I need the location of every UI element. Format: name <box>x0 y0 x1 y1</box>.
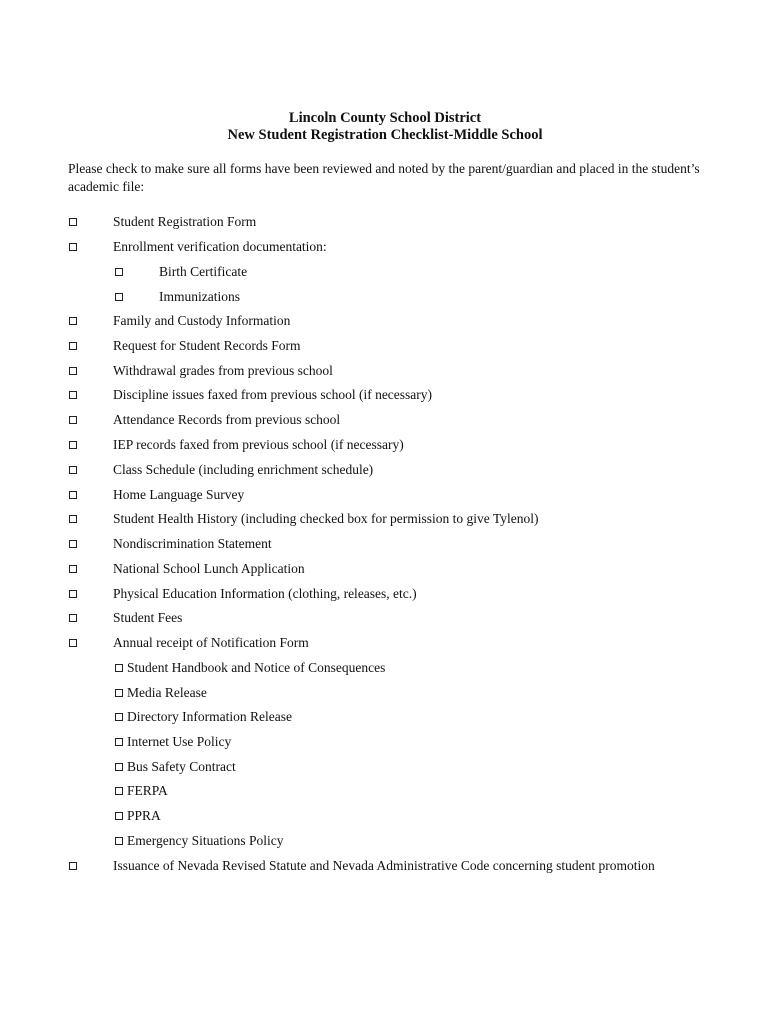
checkbox[interactable] <box>115 738 123 746</box>
subitem-label: Bus Safety Contract <box>127 759 236 774</box>
checkbox[interactable] <box>115 268 123 276</box>
subitem-label: PPRA <box>127 808 161 823</box>
checkbox[interactable] <box>69 367 77 375</box>
subitem-label: FERPA <box>127 783 168 798</box>
subitem-label: Student Handbook and Notice of Consequences <box>127 660 386 675</box>
checkbox[interactable] <box>69 243 77 251</box>
notification-subitem <box>115 782 168 800</box>
item-label: Attendance Records from previous school <box>113 412 341 427</box>
checkbox[interactable] <box>69 218 77 226</box>
item-label: Family and Custody Information <box>113 313 291 328</box>
checkbox[interactable] <box>115 787 123 795</box>
checkbox[interactable] <box>69 317 77 325</box>
checkbox[interactable] <box>69 614 77 622</box>
checkbox[interactable] <box>69 466 77 474</box>
checkbox[interactable] <box>69 416 77 424</box>
checkbox[interactable] <box>115 664 123 672</box>
subitem-label: Media Release <box>127 685 207 700</box>
checkbox[interactable] <box>69 862 77 870</box>
instructions-paragraph: Please check to make sure all forms have been reviewed and noted by the parent/guardian and placed in the student’s academic file: <box>68 161 700 194</box>
subitem-label: Directory Information Release <box>127 709 292 724</box>
item-label: IEP records faxed from previous school (if necessary) <box>113 437 404 452</box>
subitem-label: Birth Certificate <box>159 264 248 279</box>
checkbox[interactable] <box>69 342 77 350</box>
item-label: Withdrawal grades from previous school <box>113 363 333 378</box>
checkbox[interactable] <box>69 565 77 573</box>
checkbox[interactable] <box>69 391 77 399</box>
checkbox[interactable] <box>115 713 123 721</box>
notification-subitem <box>115 807 161 825</box>
checkbox[interactable] <box>115 837 123 845</box>
item-label: Nondiscrimination Statement <box>113 536 272 551</box>
item-label: Annual receipt of Notification Form <box>113 635 309 650</box>
subitem-label: Emergency Situations Policy <box>127 833 284 848</box>
notification-subitem <box>115 832 283 850</box>
item-label: Discipline issues faxed from previous school (if necessary) <box>113 387 433 402</box>
checkbox[interactable] <box>69 639 77 647</box>
item-label: Student Fees <box>113 610 183 625</box>
district-title: Lincoln County School District <box>288 110 482 126</box>
item-label: Issuance of Nevada Revised Statute and Nevada Administrative Code concerning student promotion <box>113 858 655 873</box>
checkbox[interactable] <box>69 540 77 548</box>
notification-subitem <box>115 659 385 677</box>
notification-subitem <box>115 684 207 702</box>
item-label: Enrollment verification documentation: <box>113 239 327 254</box>
notification-subitem <box>115 708 292 726</box>
notification-subitem <box>115 758 236 776</box>
checkbox[interactable] <box>69 515 77 523</box>
checkbox[interactable] <box>115 689 123 697</box>
checkbox[interactable] <box>115 812 123 820</box>
subitem-label: Immunizations <box>159 289 240 304</box>
checkbox[interactable] <box>115 763 123 771</box>
item-label: Physical Education Information (clothing, releases, etc.) <box>113 586 417 601</box>
item-label: National School Lunch Application <box>113 561 305 576</box>
item-label: Class Schedule (including enrichment schedule) <box>113 462 374 477</box>
checkbox[interactable] <box>69 441 77 449</box>
item-label: Request for Student Records Form <box>113 338 301 353</box>
checkbox[interactable] <box>69 491 77 499</box>
notification-subitem <box>115 733 231 751</box>
checkbox[interactable] <box>115 293 123 301</box>
item-label: Student Registration Form <box>113 214 257 229</box>
item-label: Home Language Survey <box>113 487 245 502</box>
checklist-title: New Student Registration Checklist-Middle School <box>227 127 543 143</box>
subitem-label: Internet Use Policy <box>127 734 232 749</box>
item-label: Student Health History (including checked box for permission to give Tylenol) <box>113 511 539 526</box>
checkbox[interactable] <box>69 590 77 598</box>
